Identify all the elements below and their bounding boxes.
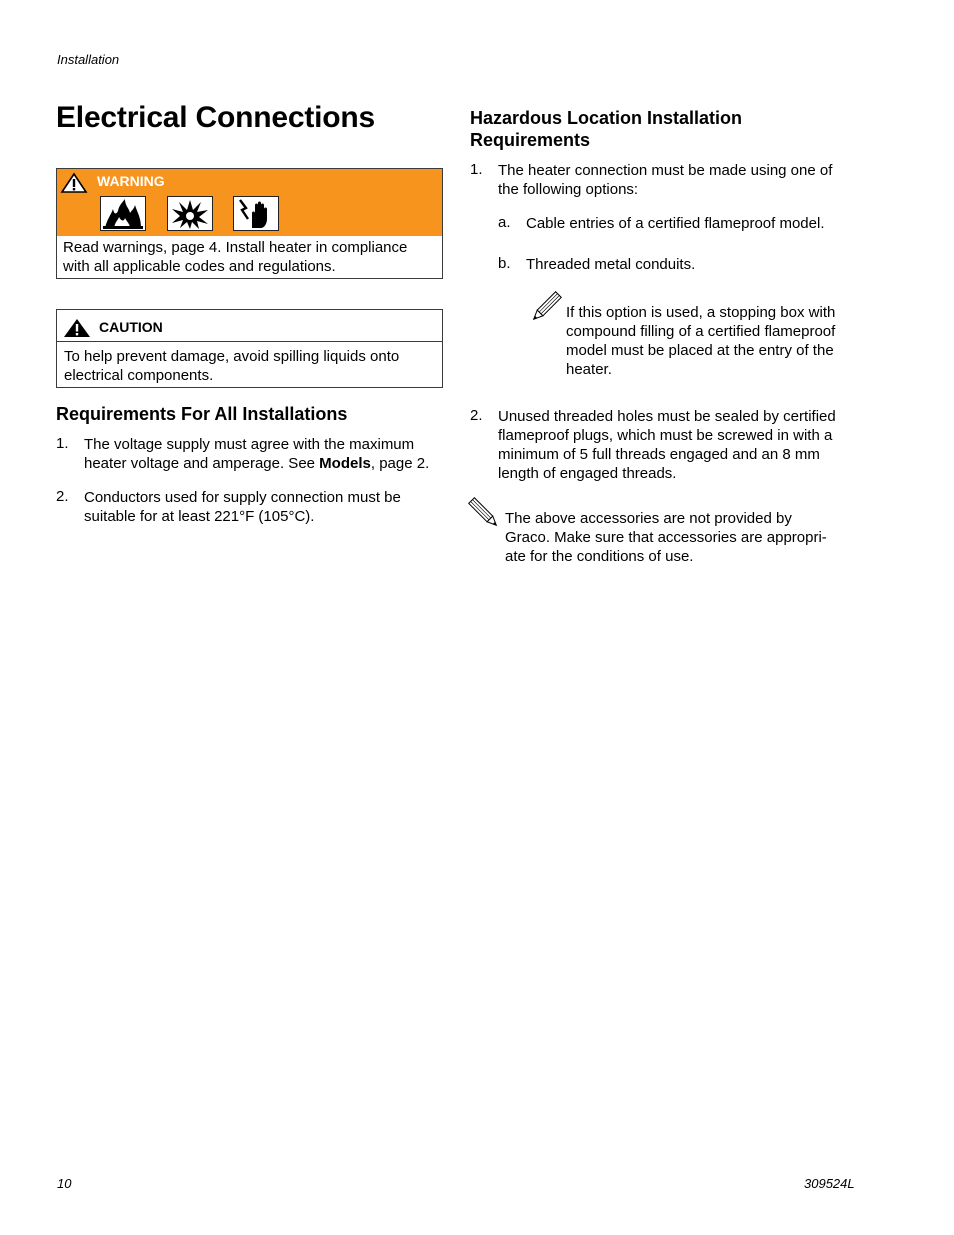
note-line: If this option is used, a stopping box with <box>566 304 836 321</box>
list-item-line <box>84 454 429 473</box>
option-letter: a. <box>498 214 511 231</box>
explosion-hazard-icon <box>167 196 213 231</box>
warning-text-line: with all applicable codes and regulations. <box>63 258 336 275</box>
hazardous-heading <box>470 107 742 151</box>
warning-label: WARNING <box>97 173 165 189</box>
option-letter: b. <box>498 255 511 272</box>
note-line: The above accessories are not provided by <box>505 510 792 527</box>
warning-text-line: Read warnings, page 4. Install heater in compliance <box>63 239 408 256</box>
caution-text <box>64 347 399 385</box>
caution-label: CAUTION <box>99 319 163 335</box>
fire-hazard-icon <box>100 196 146 231</box>
hazardous-heading-line: Hazardous Location Installation <box>470 108 743 128</box>
warning-triangle-icon <box>60 172 88 194</box>
list-item-line: minimum of 5 full threads engaged and an 8 mm <box>498 446 820 463</box>
list-item-line: length of engaged threads. <box>498 465 677 482</box>
list-item-line: flameproof plugs, which must be screwed in with a <box>498 427 833 444</box>
list-item-line: suitable for at least 221°F (105°C). <box>84 508 315 525</box>
warning-box <box>56 168 443 279</box>
list-number: 2. <box>470 407 483 424</box>
option-text: Threaded metal conduits. <box>526 256 696 273</box>
list-item-text: , page 2. <box>370 455 430 472</box>
list-item-line: Unused threaded holes must be sealed by certified <box>498 408 836 425</box>
list-item <box>498 161 832 199</box>
list-item <box>84 488 401 526</box>
note-text <box>505 509 827 566</box>
requirements-all-heading: Requirements For All Installations <box>56 404 348 424</box>
list-number: 2. <box>56 488 69 505</box>
list-number: 1. <box>56 435 69 452</box>
page-number: 10 <box>57 1176 72 1191</box>
list-item <box>84 435 429 473</box>
note-line: ate for the conditions of use. <box>505 548 694 565</box>
list-item <box>498 407 836 483</box>
list-item-line: the following options: <box>498 181 639 198</box>
note-line: Graco. Make sure that accessories are appropri- <box>505 529 827 546</box>
option-text: Cable entries of a certified flameproof model. <box>526 215 825 232</box>
note-line: heater. <box>566 361 612 378</box>
note-line: model must be placed at the entry of the <box>566 342 834 359</box>
pencil-note-icon <box>468 497 502 531</box>
electric-shock-icon <box>233 196 279 231</box>
note-text <box>566 303 835 379</box>
caution-box <box>56 309 443 388</box>
caution-text-line: To help prevent damage, avoid spilling liquids onto <box>64 348 400 365</box>
list-item-line: The heater connection must be made using one of <box>498 162 833 179</box>
warning-header <box>57 169 442 236</box>
caution-header <box>57 310 442 342</box>
list-item-line: The voltage supply must agree with the maximum <box>84 436 415 453</box>
list-number: 1. <box>470 161 483 178</box>
list-item-text: heater voltage and amperage. See <box>84 455 320 472</box>
caution-text-line: electrical components. <box>64 367 214 384</box>
models-reference: Models <box>319 455 371 472</box>
document-number: 309524L <box>804 1176 855 1191</box>
pencil-note-icon <box>528 291 562 325</box>
page-title: Electrical Connections <box>56 101 376 134</box>
running-header: Installation <box>57 52 120 67</box>
hazardous-heading-line: Requirements <box>470 130 591 150</box>
caution-triangle-icon <box>63 318 91 338</box>
warning-text <box>63 238 407 276</box>
list-item-line: Conductors used for supply connection must be <box>84 489 401 506</box>
note-line: compound filling of a certified flameproof <box>566 323 836 340</box>
